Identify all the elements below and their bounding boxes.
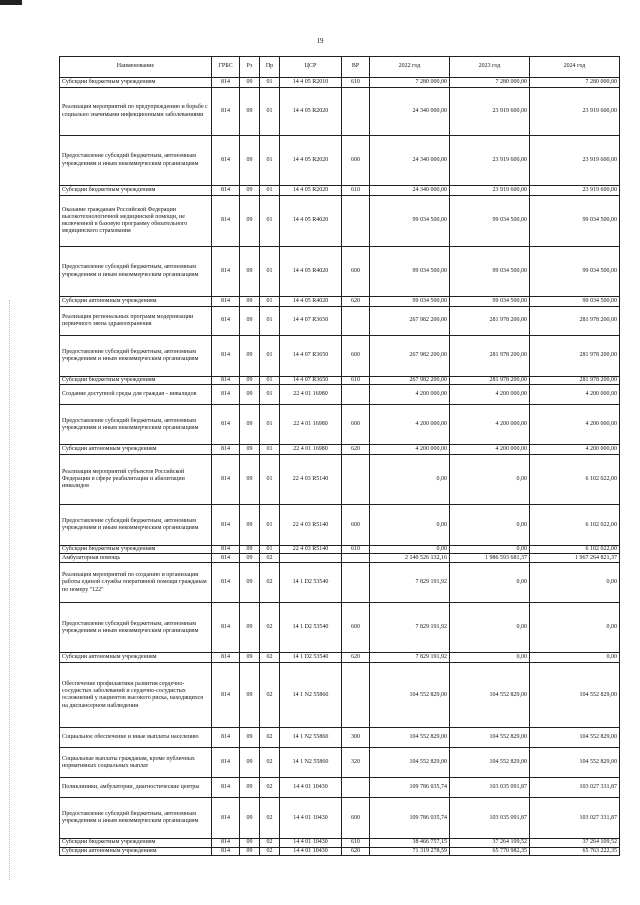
- table-row: [60, 563, 620, 603]
- cell-csr: 14 1 D2 53540: [280, 603, 342, 653]
- cell-2023: 99 034 500,00: [450, 297, 530, 307]
- cell-2024: 0,00: [530, 603, 620, 653]
- cell-name: Создание доступной среды для граждан - инвалидов: [60, 385, 212, 405]
- cell-vr: 600: [342, 798, 370, 839]
- cell-2023: 0,00: [450, 653, 530, 663]
- cell-csr: 22 4 01 16980: [280, 445, 342, 455]
- cell-grbs: 814: [212, 603, 240, 653]
- cell-rz: 09: [240, 88, 260, 136]
- cell-2022: 4 200 000,00: [370, 405, 450, 445]
- table-row: [60, 247, 620, 297]
- cell-vr: 600: [342, 136, 370, 186]
- cell-pr: 02: [260, 653, 280, 663]
- cell-2022: 99 034 500,00: [370, 247, 450, 297]
- cell-2022: 99 034 500,00: [370, 297, 450, 307]
- cell-grbs: 814: [212, 336, 240, 377]
- cell-csr: 14 4 01 10430: [280, 798, 342, 839]
- cell-pr: 01: [260, 78, 280, 88]
- cell-grbs: 814: [212, 88, 240, 136]
- cell-rz: 09: [240, 377, 260, 385]
- cell-pr: 01: [260, 196, 280, 247]
- cell-2023: 65 770 982,35: [450, 847, 530, 855]
- cell-2022: 7 829 191,92: [370, 653, 450, 663]
- cell-vr: [342, 307, 370, 336]
- cell-csr: 14 4 01 10430: [280, 778, 342, 798]
- cell-pr: 01: [260, 455, 280, 505]
- cell-2022: 7 280 000,00: [370, 78, 450, 88]
- cell-name: Предоставление субсидий бюджетным, автономным учреждениям и иным некоммерческим организациям: [60, 336, 212, 377]
- cell-csr: 14 1 D2 53540: [280, 653, 342, 663]
- cell-2024: 23 919 600,00: [530, 186, 620, 196]
- cell-2024: 281 978 200,00: [530, 377, 620, 385]
- cell-2024: 103 027 331,87: [530, 778, 620, 798]
- cell-vr: 610: [342, 78, 370, 88]
- cell-2023: 0,00: [450, 563, 530, 603]
- cell-pr: 01: [260, 307, 280, 336]
- cell-grbs: 814: [212, 563, 240, 603]
- cell-2022: 24 340 000,00: [370, 186, 450, 196]
- cell-2022: 7 829 191,92: [370, 603, 450, 653]
- cell-rz: 09: [240, 297, 260, 307]
- cell-pr: 01: [260, 88, 280, 136]
- cell-2022: 2 140 526 132,16: [370, 554, 450, 563]
- table-row: [60, 505, 620, 546]
- cell-grbs: 814: [212, 385, 240, 405]
- cell-csr: 14 4 07 R3650: [280, 377, 342, 385]
- cell-2023: 23 919 600,00: [450, 186, 530, 196]
- cell-grbs: 814: [212, 196, 240, 247]
- cell-rz: 09: [240, 186, 260, 196]
- cell-2022: 0,00: [370, 546, 450, 554]
- cell-pr: 02: [260, 663, 280, 728]
- cell-vr: 620: [342, 445, 370, 455]
- table-row: [60, 385, 620, 405]
- header-vr: ВР: [342, 57, 370, 78]
- cell-name: Амбулаторная помощь: [60, 554, 212, 563]
- cell-pr: 01: [260, 336, 280, 377]
- cell-2023: 281 978 200,00: [450, 336, 530, 377]
- cell-pr: 01: [260, 505, 280, 546]
- cell-2022: 0,00: [370, 455, 450, 505]
- cell-csr: 14 4 05 R2020: [280, 186, 342, 196]
- cell-2024: 1 967 264 821,37: [530, 554, 620, 563]
- cell-2023: 23 919 600,00: [450, 136, 530, 186]
- cell-vr: 610: [342, 186, 370, 196]
- cell-grbs: 814: [212, 546, 240, 554]
- cell-vr: [342, 554, 370, 563]
- cell-2024: 104 552 829,00: [530, 748, 620, 778]
- cell-2022: 104 552 829,00: [370, 748, 450, 778]
- cell-grbs: 814: [212, 847, 240, 855]
- cell-2023: 0,00: [450, 546, 530, 554]
- cell-grbs: 814: [212, 839, 240, 847]
- cell-pr: 01: [260, 247, 280, 297]
- cell-name: Оказание гражданам Российской Федерации высокотехнологичной медицинской помощи, не включенной в базовую программу обязательного медицинского страхования: [60, 196, 212, 247]
- cell-rz: 09: [240, 505, 260, 546]
- table-row: [60, 445, 620, 455]
- cell-grbs: 814: [212, 297, 240, 307]
- cell-rz: 09: [240, 336, 260, 377]
- cell-rz: 09: [240, 405, 260, 445]
- table-row: [60, 839, 620, 847]
- cell-2022: 7 829 191,92: [370, 563, 450, 603]
- cell-2024: 103 027 331,87: [530, 798, 620, 839]
- cell-vr: 600: [342, 405, 370, 445]
- cell-rz: 09: [240, 196, 260, 247]
- table-row: [60, 778, 620, 798]
- table-header-row: [60, 57, 620, 78]
- table-row: [60, 196, 620, 247]
- cell-pr: 01: [260, 136, 280, 186]
- cell-2023: 281 978 200,00: [450, 377, 530, 385]
- cell-2022: 267 982 200,00: [370, 307, 450, 336]
- table-row: [60, 455, 620, 505]
- cell-name: Предоставление субсидий бюджетным, автономным учреждениям и иным некоммерческим организациям: [60, 247, 212, 297]
- cell-rz: 09: [240, 455, 260, 505]
- header-name: Наименование: [60, 57, 212, 78]
- cell-2022: 109 786 035,74: [370, 778, 450, 798]
- cell-csr: 22 4 03 R5140: [280, 505, 342, 546]
- cell-csr: 14 4 07 R3650: [280, 307, 342, 336]
- cell-vr: [342, 778, 370, 798]
- cell-pr: 01: [260, 546, 280, 554]
- cell-grbs: 814: [212, 455, 240, 505]
- cell-vr: 320: [342, 748, 370, 778]
- cell-2022: 267 982 200,00: [370, 336, 450, 377]
- cell-2023: 4 200 000,00: [450, 445, 530, 455]
- cell-grbs: 814: [212, 653, 240, 663]
- table-row: [60, 728, 620, 748]
- cell-name: Обеспечение профилактики развития сердечно-сосудистых заболеваний и сердечно-сосудистых осложнений у пациентов высокого риска, находящихся на диспансерном наблюдении: [60, 663, 212, 728]
- cell-rz: 09: [240, 653, 260, 663]
- header-rz: Рз: [240, 57, 260, 78]
- cell-vr: 620: [342, 297, 370, 307]
- cell-2024: 7 280 000,00: [530, 78, 620, 88]
- table-row: [60, 78, 620, 88]
- cell-vr: 600: [342, 505, 370, 546]
- scan-corner-mark: [0, 0, 22, 5]
- cell-name: Поликлиники, амбулатории, диагностические центры: [60, 778, 212, 798]
- cell-rz: 09: [240, 798, 260, 839]
- cell-2024: 6 102 022,00: [530, 546, 620, 554]
- cell-rz: 09: [240, 603, 260, 653]
- cell-2024: 6 102 022,00: [530, 505, 620, 546]
- cell-vr: 610: [342, 546, 370, 554]
- cell-2023: 4 200 000,00: [450, 385, 530, 405]
- header-pr: Пр: [260, 57, 280, 78]
- cell-vr: 600: [342, 336, 370, 377]
- table-row: [60, 663, 620, 728]
- cell-rz: 09: [240, 663, 260, 728]
- cell-vr: 600: [342, 247, 370, 297]
- cell-2024: 104 552 829,00: [530, 663, 620, 728]
- cell-vr: 620: [342, 847, 370, 855]
- cell-2024: 0,00: [530, 653, 620, 663]
- table-row: [60, 748, 620, 778]
- cell-grbs: 814: [212, 247, 240, 297]
- table-row: [60, 336, 620, 377]
- cell-rz: 09: [240, 554, 260, 563]
- table-row: [60, 186, 620, 196]
- cell-2022: 104 552 829,00: [370, 728, 450, 748]
- cell-grbs: 814: [212, 554, 240, 563]
- cell-2023: 7 280 000,00: [450, 78, 530, 88]
- cell-pr: 01: [260, 186, 280, 196]
- cell-2024: 281 978 200,00: [530, 336, 620, 377]
- cell-2024: 99 034 500,00: [530, 196, 620, 247]
- cell-2024: 4 200 000,00: [530, 405, 620, 445]
- cell-name: Социальные выплаты гражданам, кроме публичных нормативных социальных выплат: [60, 748, 212, 778]
- cell-2024: 281 978 200,00: [530, 307, 620, 336]
- cell-2024: 65 763 222,35: [530, 847, 620, 855]
- cell-csr: 14 4 05 R4020: [280, 297, 342, 307]
- cell-vr: 620: [342, 653, 370, 663]
- cell-pr: 02: [260, 839, 280, 847]
- cell-pr: 01: [260, 405, 280, 445]
- header-csr: ЦСР: [280, 57, 342, 78]
- cell-2024: 99 034 500,00: [530, 247, 620, 297]
- cell-pr: 01: [260, 385, 280, 405]
- cell-grbs: 814: [212, 405, 240, 445]
- cell-csr: 14 4 05 R2020: [280, 88, 342, 136]
- cell-csr: 14 4 05 R2010: [280, 78, 342, 88]
- cell-pr: 01: [260, 297, 280, 307]
- cell-name: Предоставление субсидий бюджетным, автономным учреждениям и иным некоммерческим организациям: [60, 798, 212, 839]
- cell-rz: 09: [240, 385, 260, 405]
- table-row: [60, 88, 620, 136]
- cell-2022: 0,00: [370, 505, 450, 546]
- cell-2023: 103 035 091,87: [450, 798, 530, 839]
- cell-2022: 38 466 757,15: [370, 839, 450, 847]
- cell-vr: [342, 563, 370, 603]
- cell-grbs: 814: [212, 377, 240, 385]
- cell-vr: 600: [342, 603, 370, 653]
- table-row: [60, 136, 620, 186]
- cell-pr: 02: [260, 847, 280, 855]
- cell-2023: 104 552 829,00: [450, 728, 530, 748]
- cell-vr: [342, 663, 370, 728]
- cell-2023: 1 986 593 681,37: [450, 554, 530, 563]
- cell-vr: 300: [342, 728, 370, 748]
- cell-pr: 02: [260, 563, 280, 603]
- table-row: [60, 653, 620, 663]
- cell-name: Субсидии бюджетным учреждениям: [60, 78, 212, 88]
- cell-csr: 14 4 05 R4020: [280, 196, 342, 247]
- cell-2024: 23 919 600,00: [530, 136, 620, 186]
- cell-vr: [342, 196, 370, 247]
- cell-2022: 24 340 000,00: [370, 136, 450, 186]
- cell-rz: 09: [240, 136, 260, 186]
- cell-2022: 267 982 200,00: [370, 377, 450, 385]
- cell-grbs: 814: [212, 663, 240, 728]
- cell-2022: 104 552 829,00: [370, 663, 450, 728]
- cell-name: Субсидии бюджетным учреждениям: [60, 546, 212, 554]
- cell-csr: 14 4 05 R4020: [280, 247, 342, 297]
- cell-name: Реализация мероприятий по созданию и организации работы единой службы оперативной помощи гражданам по номеру "122": [60, 563, 212, 603]
- cell-2022: 71 319 278,59: [370, 847, 450, 855]
- cell-2024: 23 919 600,00: [530, 88, 620, 136]
- cell-vr: [342, 385, 370, 405]
- cell-grbs: 814: [212, 186, 240, 196]
- table-row: [60, 405, 620, 445]
- cell-csr: 22 4 03 R5140: [280, 546, 342, 554]
- cell-name: Предоставление субсидий бюджетным, автономным учреждениям и иным некоммерческим организациям: [60, 603, 212, 653]
- page-number: 19: [316, 37, 324, 45]
- cell-2022: 24 340 000,00: [370, 88, 450, 136]
- cell-2023: 23 919 600,00: [450, 88, 530, 136]
- table-row: [60, 554, 620, 563]
- cell-name: Субсидии автономным учреждениям: [60, 653, 212, 663]
- cell-csr: 14 4 01 10430: [280, 847, 342, 855]
- cell-rz: 09: [240, 307, 260, 336]
- cell-csr: 14 4 05 R2020: [280, 136, 342, 186]
- cell-name: Предоставление субсидий бюджетным, автономным учреждениям и иным некоммерческим организациям: [60, 505, 212, 546]
- cell-csr: [280, 554, 342, 563]
- cell-2024: 99 034 500,00: [530, 297, 620, 307]
- cell-name: Субсидии автономным учреждениям: [60, 297, 212, 307]
- cell-grbs: 814: [212, 798, 240, 839]
- cell-2022: 109 786 035,74: [370, 798, 450, 839]
- cell-csr: 14 1 D2 53540: [280, 563, 342, 603]
- header-2023: 2023 год: [450, 57, 530, 78]
- cell-csr: 14 4 07 R3650: [280, 336, 342, 377]
- cell-name: Реализация региональных программ модернизации первичного звена здравоохранения: [60, 307, 212, 336]
- cell-name: Предоставление субсидий бюджетным, автономным учреждениям и иным некоммерческим организациям: [60, 405, 212, 445]
- table-row: [60, 603, 620, 653]
- cell-name: Субсидии автономным учреждениям: [60, 445, 212, 455]
- header-2024: 2024 год: [530, 57, 620, 78]
- cell-2024: 37 264 109,52: [530, 839, 620, 847]
- cell-2023: 0,00: [450, 505, 530, 546]
- cell-rz: 09: [240, 728, 260, 748]
- cell-2023: 0,00: [450, 455, 530, 505]
- cell-2023: 4 200 000,00: [450, 405, 530, 445]
- budget-table: [59, 56, 620, 856]
- cell-grbs: 814: [212, 78, 240, 88]
- cell-name: Субсидии бюджетным учреждениям: [60, 377, 212, 385]
- cell-name: Субсидии бюджетным учреждениям: [60, 186, 212, 196]
- table-row: [60, 546, 620, 554]
- cell-pr: 02: [260, 554, 280, 563]
- cell-pr: 02: [260, 728, 280, 748]
- cell-2024: 6 102 022,00: [530, 455, 620, 505]
- cell-2024: 4 200 000,00: [530, 445, 620, 455]
- cell-grbs: 814: [212, 307, 240, 336]
- table-row: [60, 847, 620, 855]
- cell-vr: 610: [342, 839, 370, 847]
- cell-rz: 09: [240, 546, 260, 554]
- cell-rz: 09: [240, 78, 260, 88]
- cell-grbs: 814: [212, 505, 240, 546]
- cell-name: Субсидии автономным учреждениям: [60, 847, 212, 855]
- cell-2024: 104 552 829,00: [530, 728, 620, 748]
- cell-rz: 09: [240, 847, 260, 855]
- cell-name: Социальное обеспечение и иные выплаты населению: [60, 728, 212, 748]
- cell-csr: 14 1 N2 55860: [280, 728, 342, 748]
- cell-csr: 22 4 03 R5140: [280, 455, 342, 505]
- cell-rz: 09: [240, 778, 260, 798]
- cell-2023: 281 978 200,00: [450, 307, 530, 336]
- cell-2023: 104 552 829,00: [450, 663, 530, 728]
- cell-rz: 09: [240, 247, 260, 297]
- cell-csr: 22 4 01 16980: [280, 405, 342, 445]
- cell-2023: 103 035 091,87: [450, 778, 530, 798]
- cell-2023: 0,00: [450, 603, 530, 653]
- cell-pr: 01: [260, 377, 280, 385]
- cell-vr: [342, 455, 370, 505]
- cell-name: Реализация мероприятий по предупреждению и борьбе с социально значимыми инфекционными заболеваниями: [60, 88, 212, 136]
- cell-2023: 37 264 109,52: [450, 839, 530, 847]
- cell-2023: 104 552 829,00: [450, 748, 530, 778]
- cell-2023: 99 034 500,00: [450, 247, 530, 297]
- cell-2024: 4 200 000,00: [530, 385, 620, 405]
- header-2022: 2022 год: [370, 57, 450, 78]
- cell-vr: [342, 88, 370, 136]
- header-grbs: ГРБС: [212, 57, 240, 78]
- cell-pr: 02: [260, 603, 280, 653]
- cell-2022: 99 034 500,00: [370, 196, 450, 247]
- scan-margin-dots: [9, 300, 11, 880]
- cell-vr: 610: [342, 377, 370, 385]
- cell-rz: 09: [240, 445, 260, 455]
- cell-grbs: 814: [212, 728, 240, 748]
- cell-pr: 02: [260, 748, 280, 778]
- cell-rz: 09: [240, 839, 260, 847]
- table-row: [60, 798, 620, 839]
- cell-2023: 99 034 500,00: [450, 196, 530, 247]
- cell-csr: 14 1 N2 55860: [280, 663, 342, 728]
- cell-grbs: 814: [212, 778, 240, 798]
- cell-csr: 22 4 01 16980: [280, 385, 342, 405]
- cell-rz: 09: [240, 563, 260, 603]
- cell-pr: 01: [260, 445, 280, 455]
- table-row: [60, 297, 620, 307]
- cell-name: Реализация мероприятий субъектов Российской Федерации в сфере реабилитации и абилитации инвалидов: [60, 455, 212, 505]
- cell-grbs: 814: [212, 748, 240, 778]
- cell-name: Предоставление субсидий бюджетным, автономным учреждениям и иным некоммерческим организациям: [60, 136, 212, 186]
- table-row: [60, 307, 620, 336]
- cell-csr: 14 1 N2 55860: [280, 748, 342, 778]
- cell-2024: 0,00: [530, 563, 620, 603]
- cell-2022: 4 200 000,00: [370, 445, 450, 455]
- cell-rz: 09: [240, 748, 260, 778]
- cell-name: Субсидии бюджетным учреждениям: [60, 839, 212, 847]
- cell-csr: 14 4 01 10430: [280, 839, 342, 847]
- cell-grbs: 814: [212, 136, 240, 186]
- cell-grbs: 814: [212, 445, 240, 455]
- cell-2022: 4 200 000,00: [370, 385, 450, 405]
- cell-pr: 02: [260, 778, 280, 798]
- cell-pr: 02: [260, 798, 280, 839]
- table-row: [60, 377, 620, 385]
